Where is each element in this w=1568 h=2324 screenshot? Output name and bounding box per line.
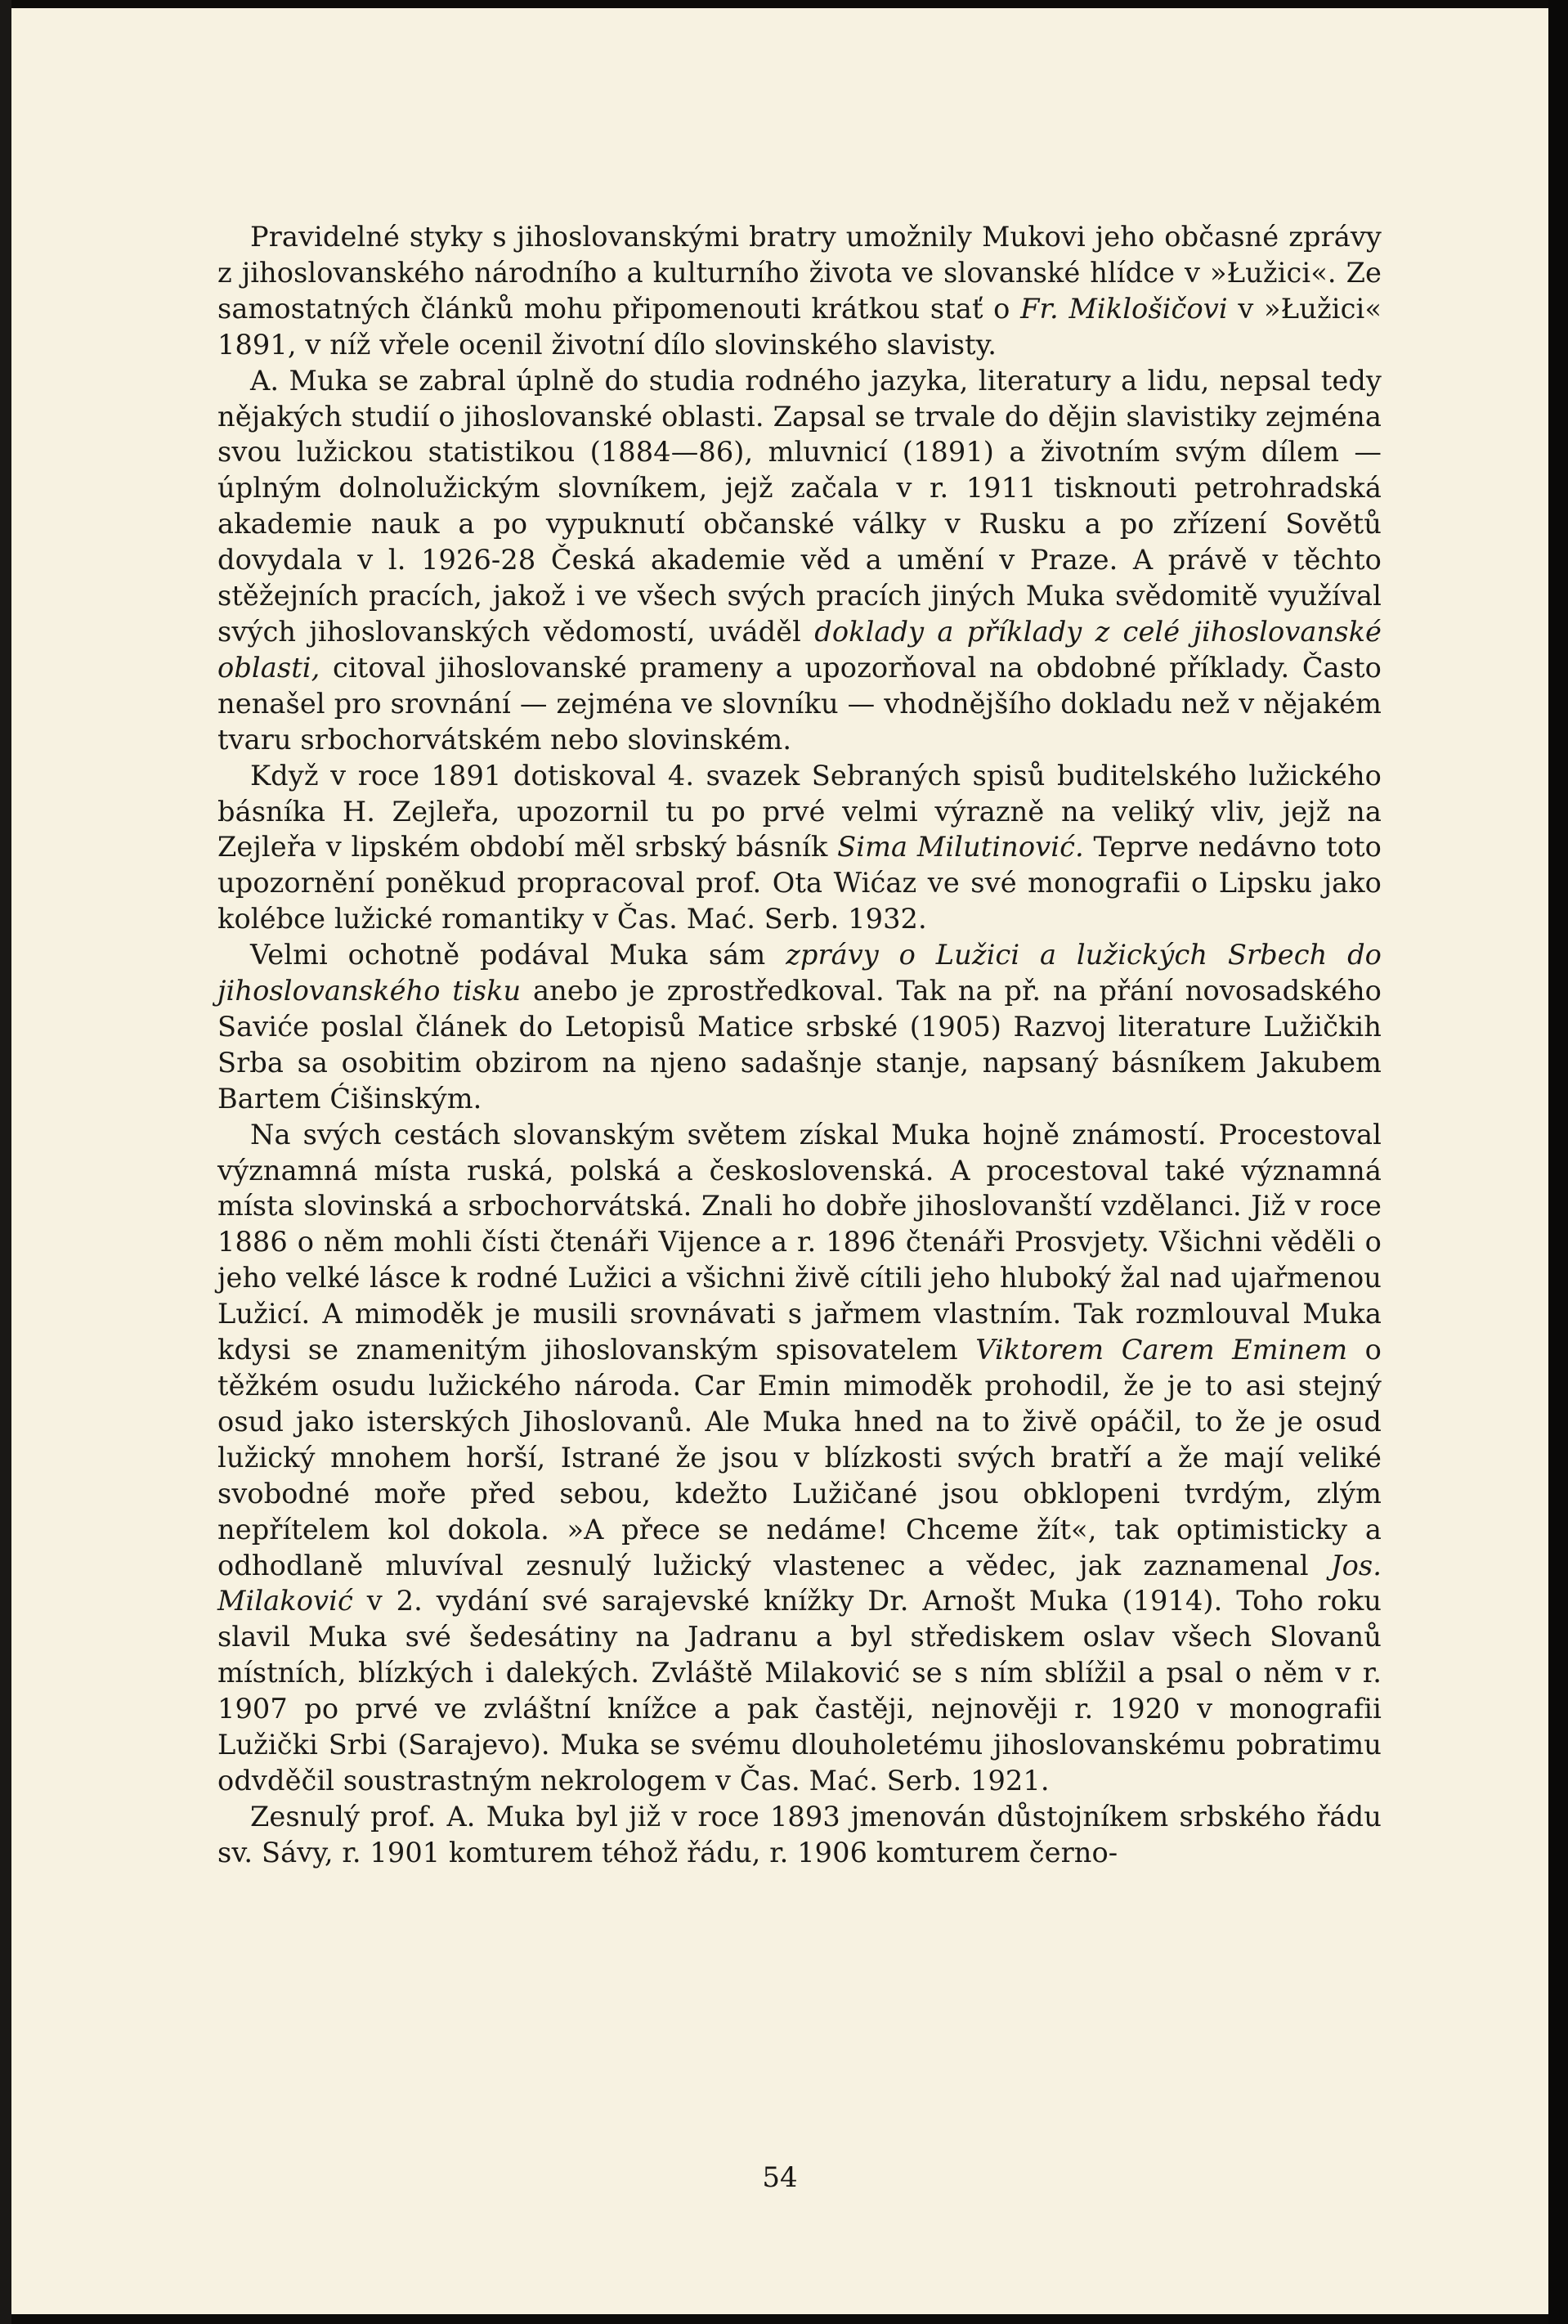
text-run: anebo je zprostředkoval. Tak na př. na přání novosadského Saviće poslal článek do Letopisů Matice srbské (1905) Razvoj literature Lužičkih Srba sa osobitim obzirom na njeno sadašnje stanje, napsaný básníkem Jakubem Bartem Ćišinským. bbox=[217, 975, 1382, 1115]
text-run: citoval jihoslovanské prameny a upozorňoval na obdobné příklady. Často nenašel pro srovnání — zejména ve slovníku — vhodnějšího dokladu než v nějakém tvaru srbochorvátském nebo slovinském. bbox=[217, 651, 1382, 756]
body-text bbox=[217, 219, 1382, 1871]
italic-run: doklady a příklady z celé jihoslovanské oblasti, bbox=[217, 615, 1382, 684]
page-number: 54 bbox=[762, 2161, 798, 2194]
paragraph-3 bbox=[217, 758, 1382, 938]
text-run: A. Muka se zabral úplně do studia rodného jazyka, literatury a lidu, nepsal tedy nějakých studií o jihoslovanské oblasti. Zapsal se trvale do dějin slavistiky zejména svou lužickou statistikou (1884—86), mluvnicí (1891) a životním svým dílem — úplným dolnolužickým slovníkem, jejž začala v r. 1911 tisknouti petrohradská akademie nauk a po vypuknutí občanské války v Rusku a po zřízení Sovětů dovydala v l. 1926-28 Česká akademie věd a umění v Praze. A právě v těchto stěžejních pracích, jakož i ve všech svých pracích jiných Muka svědomitě využíval svých jihoslovanských vědomostí, uváděl bbox=[217, 364, 1382, 648]
book-page bbox=[11, 8, 1548, 2314]
italic-run: Jos. Milaković bbox=[217, 1549, 1382, 1617]
text-run: Velmi ochotně podával Muka sám bbox=[250, 939, 786, 971]
paragraph-4 bbox=[217, 937, 1382, 1117]
italic-run: Fr. Miklošičovi bbox=[1020, 292, 1228, 325]
text-run: v 2. vydání své sarajevské knížky Dr. Arnošt Muka (1914). Toho roku slavil Muka své šedesátiny na Jadranu a byl střediskem oslav všech Slovanů místních, blízkých i dalekých. Zvláště Milaković se s ním sblížil a psal o něm v r. 1907 po prvé ve zvláštní knížce a pak častěji, nejnověji r. 1920 v monografii Lužički Srbi (Sarajevo). Muka se svému dlouholetému jihoslovanskému pobratimu odvděčil soustrastným nekrologem v Čas. Mać. Serb. 1921. bbox=[217, 1585, 1382, 1797]
text-run: Když v roce 1891 dotiskoval 4. svazek Sebraných spisů buditelského lužického básníka H. Zejleřa, upozornil tu po prvé velmi výrazně na veliký vliv, jejž na Zejleřa v lipském období měl srbský básník bbox=[217, 759, 1382, 864]
text-run: o těžkém osudu lužického národa. Car Emin mimoděk prohodil, že je to asi stejný osud jako isterských Jihoslovanů. Ale Muka hned na to živě opáčil, to že je osud lužický mnohem horší, Istrané že jsou v blízkosti svých bratří a že mají veliké svobodné moře před sebou, kdežto Lužičané jsou obklopeni tvrdým, zlým nepřítelem kol dokola. »A přece se nedáme! Chceme žít«, tak optimisticky a odhodlaně mluvíval zesnulý lužický vlastenec a vědec, jak zaznamenal bbox=[217, 1334, 1382, 1581]
text-run: v »Łužici« 1891, v níž vřele ocenil životní dílo slovinského slavisty. bbox=[217, 292, 1382, 361]
scan-border-left bbox=[0, 0, 11, 2324]
text-run: Na svých cestách slovanským světem získal Muka hojně známostí. Procestoval významná místa ruská, polská a československá. A procestoval také významná místa slovinská a srbochorvátská. Znali ho dobře jihoslovanští vzdělanci. Již v roce 1886 o něm mohli čísti čtenáři Vijence a r. 1896 čtenáři Prosvjety. Všichni věděli o jeho velké lásce k rodné Lužici a všichni živě cítili jeho hluboký žal nad ujařmenou Lužicí. A mimoděk je musili srovnávati s jařmem vlastním. Tak rozmlouval Muka kdysi se znamenitým jihoslovanským spisovatelem bbox=[217, 1118, 1382, 1366]
italic-run: Sima Milutinović. bbox=[837, 831, 1084, 864]
scan-border-right bbox=[1548, 0, 1568, 2324]
text-run: Zesnulý prof. A. Muka byl již v roce 1893 jmenován důstojníkem srbského řádu sv. Sávy, r. 1901 komturem téhož řádu, r. 1906 komturem černo- bbox=[217, 1800, 1382, 1869]
text-run: Pravidelné styky s jihoslovanskými bratry umožnily Mukovi jeho občasné zprávy z jihoslovanského národního a kulturního života ve slovanské hlídce v »Łužici«. Ze samostatných článků mohu připomenouti krátkou stať o bbox=[217, 221, 1382, 325]
paragraph-5 bbox=[217, 1117, 1382, 1799]
italic-run: Viktorem Carem Eminem bbox=[975, 1334, 1348, 1366]
paragraph-1 bbox=[217, 219, 1382, 363]
text-run: Teprve nedávno toto upozornění poněkud propracoval prof. Ota Wićaz ve své monografii o Lipsku jako kolébce lužické romantiky v Čas. Mać. Serb. 1932. bbox=[217, 831, 1382, 935]
paragraph-6 bbox=[217, 1799, 1382, 1871]
paragraph-2 bbox=[217, 363, 1382, 758]
italic-run: zprávy o Lužici a lužických Srbech do jihoslovanského tisku bbox=[217, 939, 1382, 1007]
